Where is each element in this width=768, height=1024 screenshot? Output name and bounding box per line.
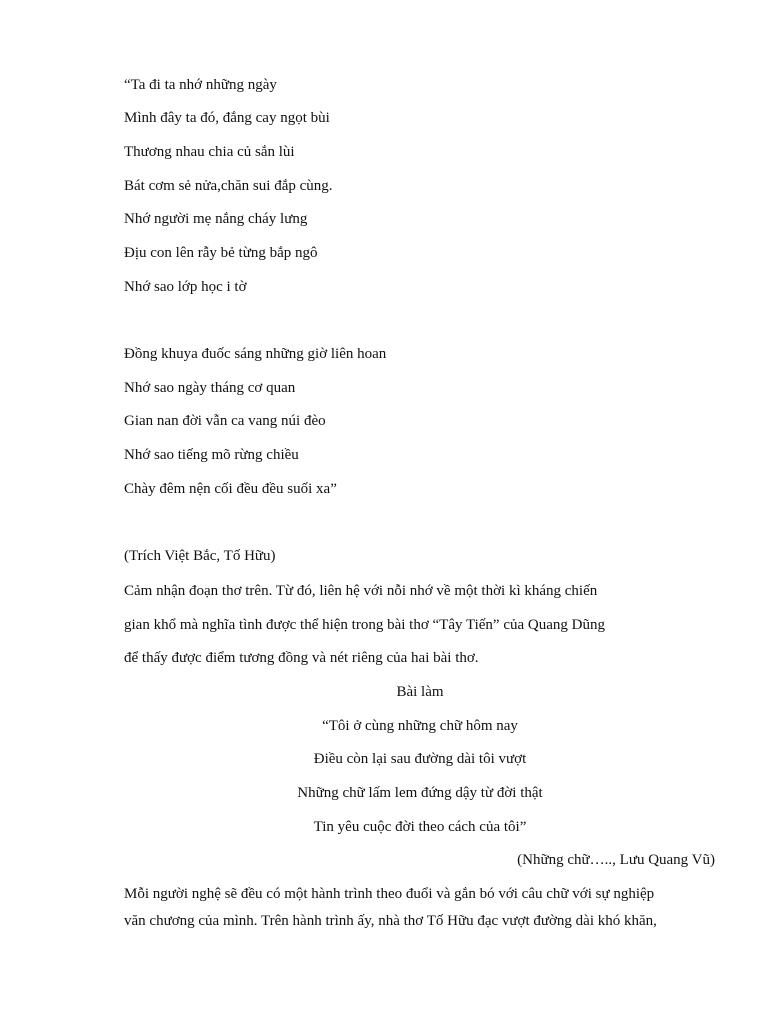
poem-line: Chày đêm nện cối đều đều suối xa” xyxy=(124,481,337,497)
poem-line: Thương nhau chia củ sắn lùi xyxy=(124,144,295,160)
poem-line: Bát cơm sẻ nửa,chăn sui đắp cùng. xyxy=(124,178,333,194)
prompt-line: Cảm nhận đoạn thơ trên. Từ đó, liên hệ với nỗi nhớ về một thời kì kháng chiến xyxy=(124,583,598,599)
epigraph-line: Những chữ lấm lem đứng dậy từ đời thật xyxy=(297,785,543,801)
essay-body-line: Mỗi người nghệ sẽ đều có một hành trình theo đuổi và gắn bó với câu chữ với sự nghiệp xyxy=(124,886,655,902)
prompt-line: để thấy được điểm tương đồng và nét riêng của hai bài thơ. xyxy=(124,650,479,666)
prompt-line: gian khổ mà nghĩa tình được thể hiện trong bài thơ “Tây Tiến” của Quang Dũng xyxy=(124,617,605,633)
poem-line: Nhớ sao tiếng mõ rừng chiều xyxy=(124,447,299,463)
poem-line: Gian nan đời vẫn ca vang núi đèo xyxy=(124,413,326,429)
essay-heading: Bài làm xyxy=(396,684,444,700)
epigraph-line: Tin yêu cuộc đời theo cách của tôi” xyxy=(313,819,527,835)
poem-line: Nhớ người mẹ nắng cháy lưng xyxy=(124,211,308,227)
poem-line: Địu con lên rẫy bẻ từng bắp ngô xyxy=(124,245,318,261)
poem-line: Mình đây ta đó, đắng cay ngọt bùi xyxy=(124,110,330,126)
epigraph-line: “Tôi ở cùng những chữ hôm nay xyxy=(322,718,518,734)
epigraph-line: Điều còn lại sau đường dài tôi vượt xyxy=(313,751,527,767)
essay-body-line: văn chương của mình. Trên hành trình ấy, nhà thơ Tố Hữu đạc vượt đường dài khó khăn, xyxy=(124,913,657,929)
poem-line: Nhớ sao lớp học i tờ xyxy=(124,279,247,295)
poem-line: “Ta đi ta nhớ những ngày xyxy=(124,77,277,93)
poem-line: Nhớ sao ngày tháng cơ quan xyxy=(124,380,296,396)
epigraph-source: (Những chữ….., Lưu Quang Vũ) xyxy=(517,852,715,868)
poem-source: (Trích Việt Bắc, Tố Hữu) xyxy=(124,548,276,564)
poem-line: Đồng khuya đuốc sáng những giờ liên hoan xyxy=(124,346,387,362)
